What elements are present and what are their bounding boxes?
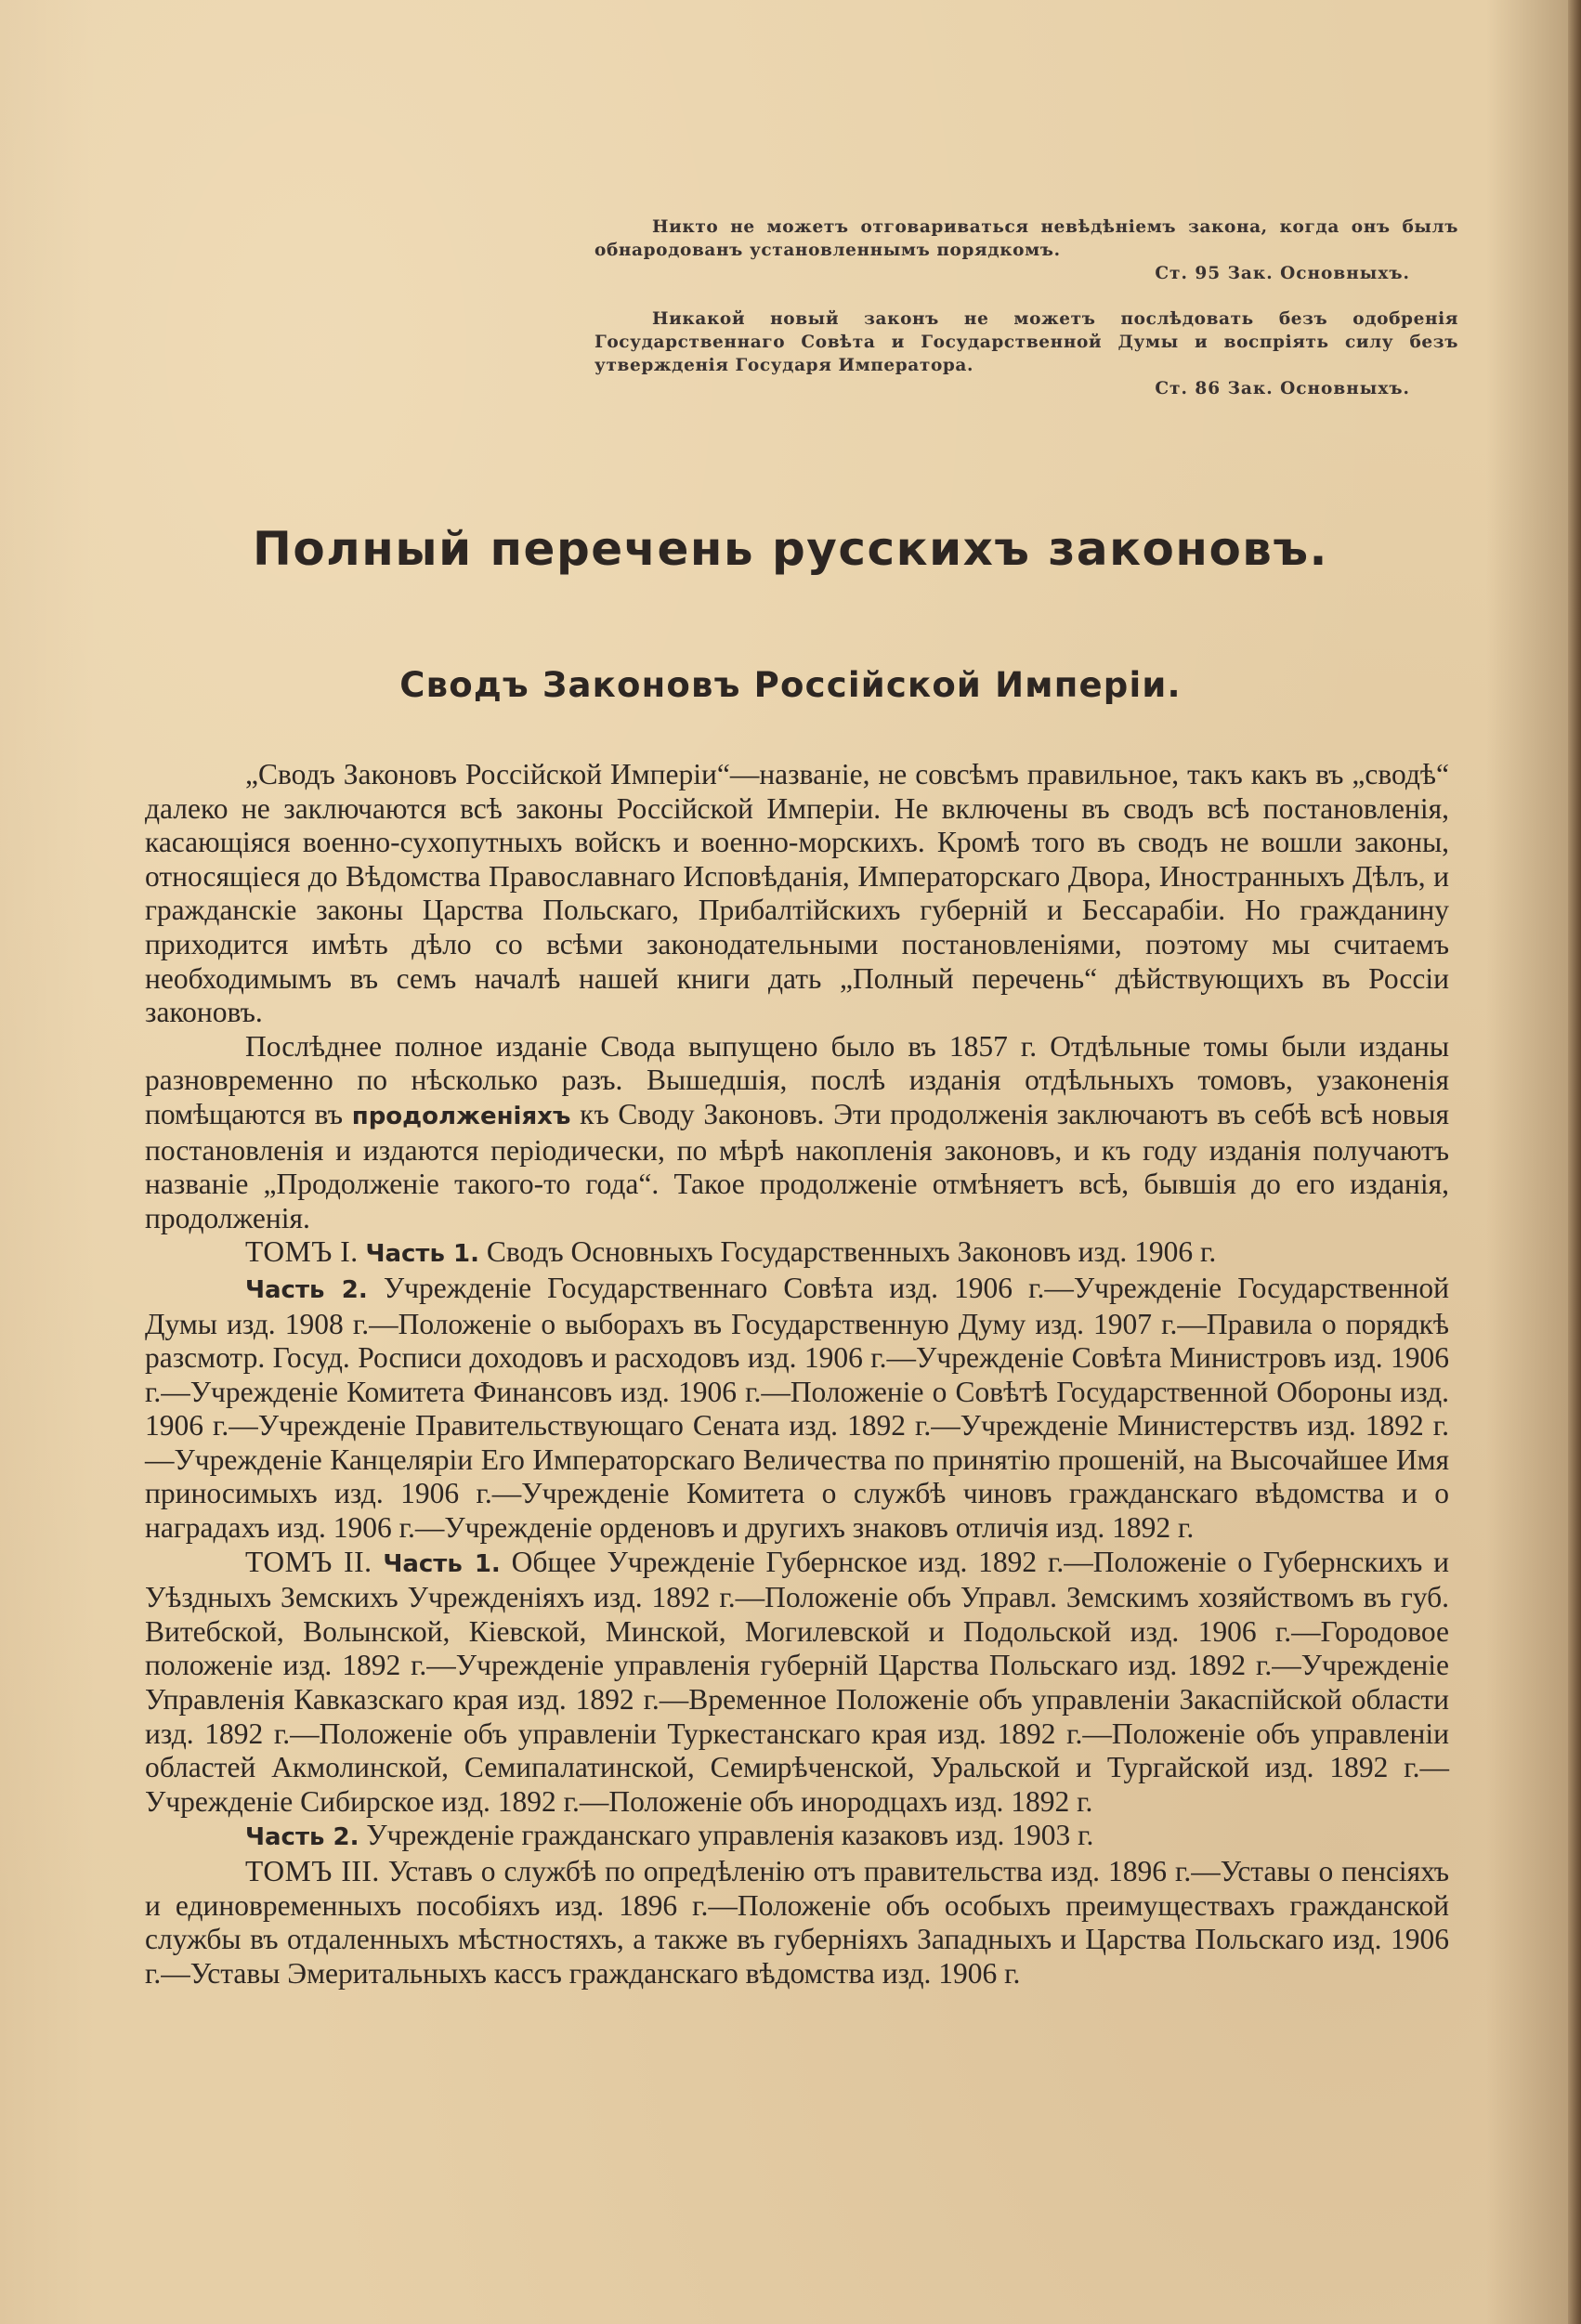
section-title: Сводъ Законовъ Россійской Имперіи. xyxy=(399,665,1182,705)
paragraph-text: „Сводъ Законовъ Россійской Имперіи“—названіе, не совсѣмъ правильное, такъ какъ въ „сводѣ“ далеко не заключаются всѣ законы Россійской Имперіи. Не включены въ сводъ всѣ постановленія, касающіяся военно-сухопутныхъ войскъ и военно-морскихъ. Кромѣ того въ сводъ не вошли законы, относящіеся до Вѣдомства Православнаго Исповѣданія, Императорскаго Двора, Иностранныхъ Дѣлъ, и гражданскіе законы Царства Польскаго, Прибалтійскихъ губерній и Бессарабіи. Но гражданину приходится имѣть дѣло со всѣми законодательными постановленіями, поэтому мы считаемъ необходимымъ въ семъ началѣ нашей книги дать „Полный перечень“ дѣйствующихъ въ Россіи законовъ. xyxy=(145,758,1449,1029)
volume-label: ТОМЪ III. xyxy=(245,1855,380,1887)
tom2-part2 xyxy=(145,1819,1449,1855)
paragraph-intro xyxy=(145,758,1449,1030)
epigraph-source: Ст. 86 Зак. Основныхъ. xyxy=(1155,379,1410,398)
part-label: Часть 2. xyxy=(245,1823,359,1852)
epigraph-2 xyxy=(595,307,1458,400)
volume-label: ТОМЪ I. xyxy=(245,1235,359,1269)
page-edge-shadow xyxy=(1568,0,1581,2324)
epigraph-text: Никто не можетъ отговариваться невѣдѣніемъ закона, когда онъ былъ обнародованъ установленнымъ порядкомъ. xyxy=(595,217,1458,260)
part-label: Часть 1. xyxy=(383,1549,501,1578)
volume-label: ТОМЪ II. xyxy=(245,1545,372,1578)
epigraphs xyxy=(595,215,1458,423)
part-text: Сводъ Основныхъ Государственныхъ Законовъ изд. 1906 г. xyxy=(486,1235,1217,1269)
paragraph-text: Послѣднее полное изданіе Свода выпущено было въ 1857 г. Отдѣльные томы были изданы разновременно по нѣсколько разъ. Вышедшія, послѣ изданія отдѣльныхъ томовъ, узаконенія помѣщаются въ xyxy=(145,1029,1449,1130)
epigraph-1 xyxy=(595,215,1458,285)
tom1-part1 xyxy=(145,1235,1449,1272)
epigraph-text: Никакой новый законъ не можетъ послѣдовать безъ одобренія Государственнаго Совѣта и Государственной Думы и воспріять силу безъ утвержденія Государя Императора. xyxy=(595,309,1458,375)
part-text: Уставъ о службѣ по опредѣленію отъ правительства изд. 1896 г.—Уставы о пенсіяхъ и единовременныхъ пособіяхъ изд. 1896 г.—Положеніе объ особыхъ преимуществахъ гражданской службы въ отдаленныхъ мѣстностяхъ, а также въ губерніяхъ Западныхъ и Царства Польскаго изд. 1906 г.—Уставы Эмеритальныхъ кассъ гражданскаго вѣдомства изд. 1906 г. xyxy=(145,1855,1450,1990)
paragraph-text: къ Своду Законовъ. Эти продолженія заключаютъ въ себѣ всѣ новыя постановленія и издаются періодически, по мѣрѣ накопленія законовъ, и къ году изданія получаютъ названіе „Продолженіе такого-то года“. Такое продолженіе отмѣняетъ всѣ, бывшія до его изданія, продолженія. xyxy=(145,1097,1449,1234)
emphasis-term: продолженіяхъ xyxy=(351,1102,571,1130)
part-label: Часть 1. xyxy=(365,1240,479,1269)
paragraph-editions xyxy=(145,1030,1449,1236)
body-text xyxy=(145,758,1449,1991)
part-text: Учрежденіе гражданскаго управленія казаковъ изд. 1903 г. xyxy=(366,1819,1094,1852)
epigraph-source: Ст. 95 Зак. Основныхъ. xyxy=(1155,264,1410,283)
tom2-part1 xyxy=(145,1546,1449,1820)
page-title: Полный перечень русскихъ законовъ. xyxy=(252,522,1329,576)
part-text: Учрежденіе Государственнаго Совѣта изд. 1906 г.—Учрежденіе Государственной Думы изд. 1908 г.—Положеніе о выборахъ въ Государственную Думу изд. 1907 г.—Правила о порядкѣ разсмотр. Госуд. Росписи доходовъ и расходовъ изд. 1906 г.—Учрежденіе Совѣта Министровъ изд. 1906 г.—Учрежденіе Комитета Финансовъ изд. 1906 г.—Положеніе о Совѣтѣ Государственной Обороны изд. 1906 г.—Учрежденіе Правительствующаго Сената изд. 1892 г.—Учрежденіе Министерствъ изд. 1892 г.—Учрежденіе Канцеляріи Его Императорскаго Величества по принятію прошеній, на Высочайшее Имя приносимыхъ изд. 1906 г.—Учрежденіе Комитета о службѣ чиновъ гражданскаго вѣдомства и о наградахъ изд. 1906 г.—Учрежденіе орденовъ и другихъ знаковъ отличія изд. 1892 г. xyxy=(145,1271,1450,1545)
part-text: Общее Учрежденіе Губернское изд. 1892 г.—Положеніе о Губернскихъ и Уѣздныхъ Земскихъ Учрежденіяхъ изд. 1892 г.—Положеніе объ Управл. Земскимъ хозяйствомъ въ губ. Витебской, Волынской, Кіевской, Минской, Могилевской и Подольской изд. 1906 г.—Городовое положеніе изд. 1892 г.—Учрежденіе управленія губерній Царства Польскаго изд. 1892 г.—Учрежденіе Управленія Кавказскаго края изд. 1892 г.—Временное Положеніе объ управленіи Закаспійской области изд. 1892 г.—Положеніе объ управленіи Туркестанскаго края изд. 1892 г.—Положеніе объ управленіи областей Акмолинской, Семипалатинской, Семирѣченской, Уральской и Тургайской изд. 1892 г.—Учрежденіе Сибирское изд. 1892 г.—Положеніе объ инородцахъ изд. 1892 г. xyxy=(145,1545,1450,1818)
part-label: Часть 2. xyxy=(245,1275,368,1304)
tom3 xyxy=(145,1855,1449,1991)
tom1-part2 xyxy=(145,1272,1449,1546)
